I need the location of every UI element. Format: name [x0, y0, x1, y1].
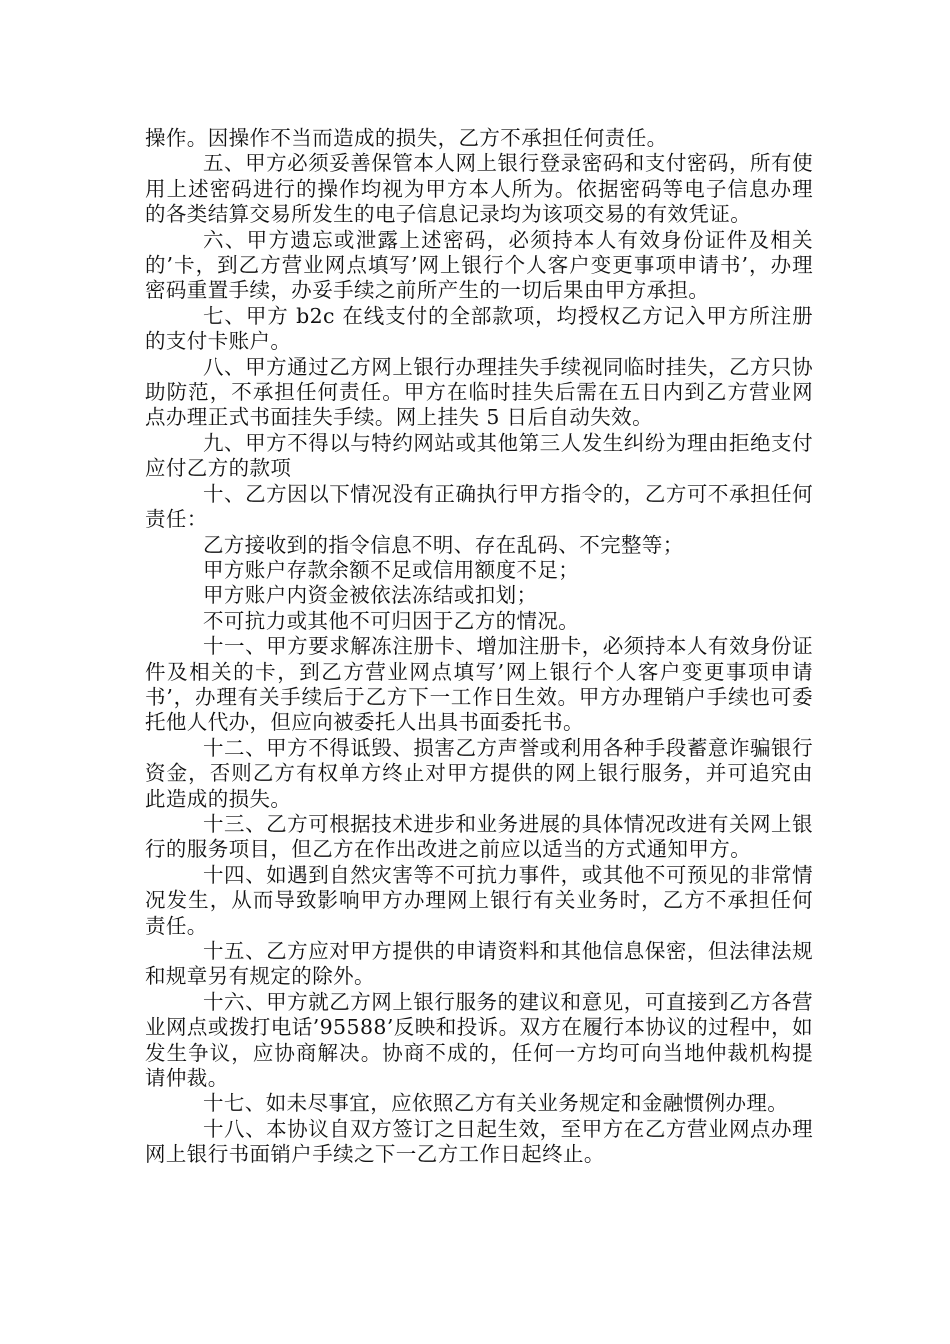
clause-6: 六、甲方遗忘或泄露上述密码，必须持本人有效身份证件及相关的’卡，到乙方营业网点填写’网上银行个人客户变更事项申请书’，办理密码重置手续，办妥手续之前所产生的一切后果由甲方承担。	[145, 227, 813, 303]
clause-12: 十二、甲方不得诋毁、损害乙方声誉或利用各种手段蓄意诈骗银行资金，否则乙方有权单方终止对甲方提供的网上银行服务，并可追究由此造成的损失。	[145, 735, 813, 811]
clause-16: 十六、甲方就乙方网上银行服务的建议和意见，可直接到乙方各营业网点或拨打电话’95588’反映和投诉。双方在履行本协议的过程中，如发生争议，应协商解决。协商不成的，任何一方均可向当地仲裁机构提请仲裁。	[145, 989, 813, 1091]
clause-10-item-2: 甲方账户存款余额不足或信用额度不足；	[203, 557, 580, 582]
clause-8: 八、甲方通过乙方网上银行办理挂失手续视同临时挂失，乙方只协助防范，不承担任何责任。甲方在临时挂失后需在五日内到乙方营业网点办理正式书面挂失手续。网上挂失 5 日后自动失效。	[145, 354, 813, 430]
clause-15: 十五、乙方应对甲方提供的申请资料和其他信息保密，但法律法规和规章另有规定的除外。	[145, 939, 813, 989]
clause-10: 十、乙方因以下情况没有正确执行甲方指令的，乙方可不承担任何责任：	[145, 481, 813, 532]
clause-10-item-1: 乙方接收到的指令信息不明、存在乱码、不完整等；	[203, 532, 684, 557]
clause-9: 九、甲方不得以与特约网站或其他第三人发生纠纷为理由拒绝支付应付乙方的款项	[145, 430, 813, 481]
clause-14: 十四、如遇到自然灾害等不可抗力事件，或其他不可预见的非常情况发生，从而导致影响甲方办理网上银行有关业务时，乙方不承担任何责任。	[145, 862, 813, 938]
clause-13: 十三、乙方可根据技术进步和业务进展的具体情况改进有关网上银行的服务项目，但乙方在作出改进之前应以适当的方式通知甲方。	[145, 811, 813, 862]
document-body	[145, 126, 813, 1168]
clause-10-item-3: 甲方账户内资金被依法冻结或扣划；	[203, 583, 538, 608]
clause-11: 十一、甲方要求解冻注册卡、增加注册卡，必须持本人有效身份证件及相关的卡，到乙方营业网点填写’网上银行个人客户变更事项申请书’，办理有关手续后于乙方下一工作日生效。甲方办理销户手续也可委托他人代办，但应向被委托人出具书面委托书。	[145, 634, 813, 735]
clause-18: 十八、本协议自双方签订之日起生效，至甲方在乙方营业网点办理网上银行书面销户手续之下一乙方工作日起终止。	[145, 1116, 813, 1167]
clause-17: 十七、如未尽事宜，应依照乙方有关业务规定和金融惯例办理。	[203, 1091, 789, 1116]
paragraph-continuation: 操作。因操作不当而造成的损失，乙方不承担任何责任。	[145, 126, 668, 150]
clause-5: 五、甲方必须妥善保管本人网上银行登录密码和支付密码，所有使用上述密码进行的操作均视为甲方本人所为。依据密码等电子信息办理的各类结算交易所发生的电子信息记录均为该项交易的有效凭证。	[145, 151, 813, 227]
clause-7: 七、甲方 b2c 在线支付的全部款项，均授权乙方记入甲方所注册的支付卡账户。	[145, 303, 813, 354]
clause-10-item-4: 不可抗力或其他不可归因于乙方的情况。	[203, 608, 580, 633]
